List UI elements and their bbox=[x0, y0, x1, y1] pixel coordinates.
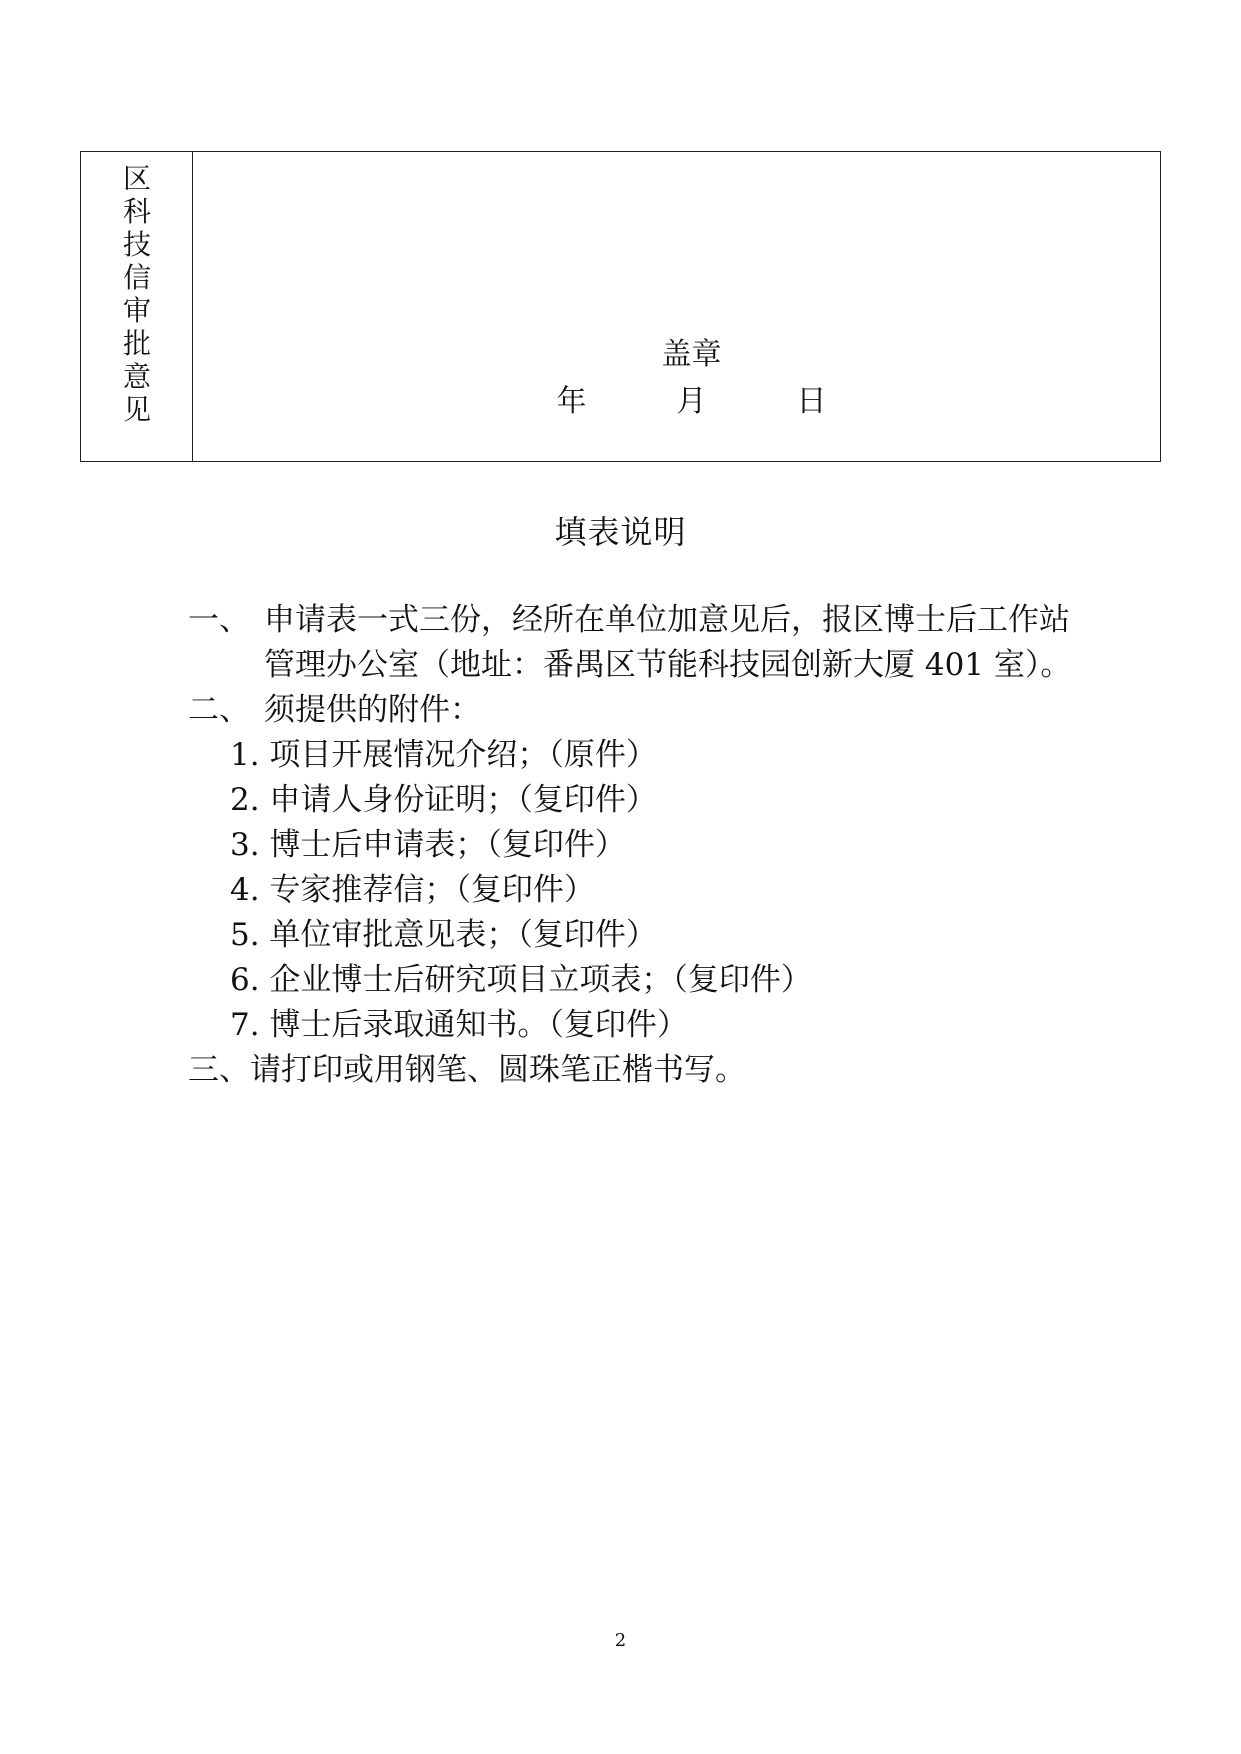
attachment-list bbox=[188, 733, 1088, 1048]
instructions-list bbox=[188, 598, 1088, 1093]
approval-content-cell bbox=[193, 152, 1160, 461]
instruction-item-1 bbox=[188, 598, 1088, 688]
instructions-title: 填表说明 bbox=[554, 513, 687, 551]
seal-text: 盖章 bbox=[661, 337, 722, 372]
instruction-text: 申请表一式三份，经所在单位加意见后，报区博士后工作站管理办公室（地址：番禺区节能科技园创新大厦 401 室）。 bbox=[264, 602, 1072, 683]
attachment-item: 1. 项目开展情况介绍；（原件） bbox=[230, 737, 657, 773]
instruction-item-2 bbox=[188, 688, 1088, 733]
instruction-marker: 一、 bbox=[188, 602, 250, 638]
attachment-item: 5. 单位审批意见表；（复印件） bbox=[230, 917, 657, 953]
instruction-marker: 二、 bbox=[188, 692, 250, 728]
date-line: 年 月 日 bbox=[556, 384, 827, 419]
page-number: 2 bbox=[614, 1630, 627, 1651]
attachment-item: 6. 企业博士后研究项目立项表；（复印件） bbox=[230, 962, 812, 998]
instruction-marker: 三、 bbox=[188, 1052, 250, 1088]
instruction-text: 须提供的附件： bbox=[264, 692, 481, 728]
approval-label: 区科技信审批意见 bbox=[123, 162, 152, 426]
instruction-text: 请打印或用钢笔、圆珠笔正楷书写。 bbox=[250, 1052, 746, 1088]
attachment-item: 2. 申请人身份证明；（复印件） bbox=[230, 782, 657, 818]
instruction-item-3 bbox=[188, 1048, 1088, 1093]
attachment-item: 3. 博士后申请表；（复印件） bbox=[230, 827, 626, 863]
approval-table bbox=[80, 151, 1161, 462]
attachment-item: 4. 专家推荐信；（复印件） bbox=[230, 872, 595, 908]
attachment-item: 7. 博士后录取通知书。（复印件） bbox=[230, 1007, 688, 1043]
approval-label-cell bbox=[81, 152, 193, 461]
